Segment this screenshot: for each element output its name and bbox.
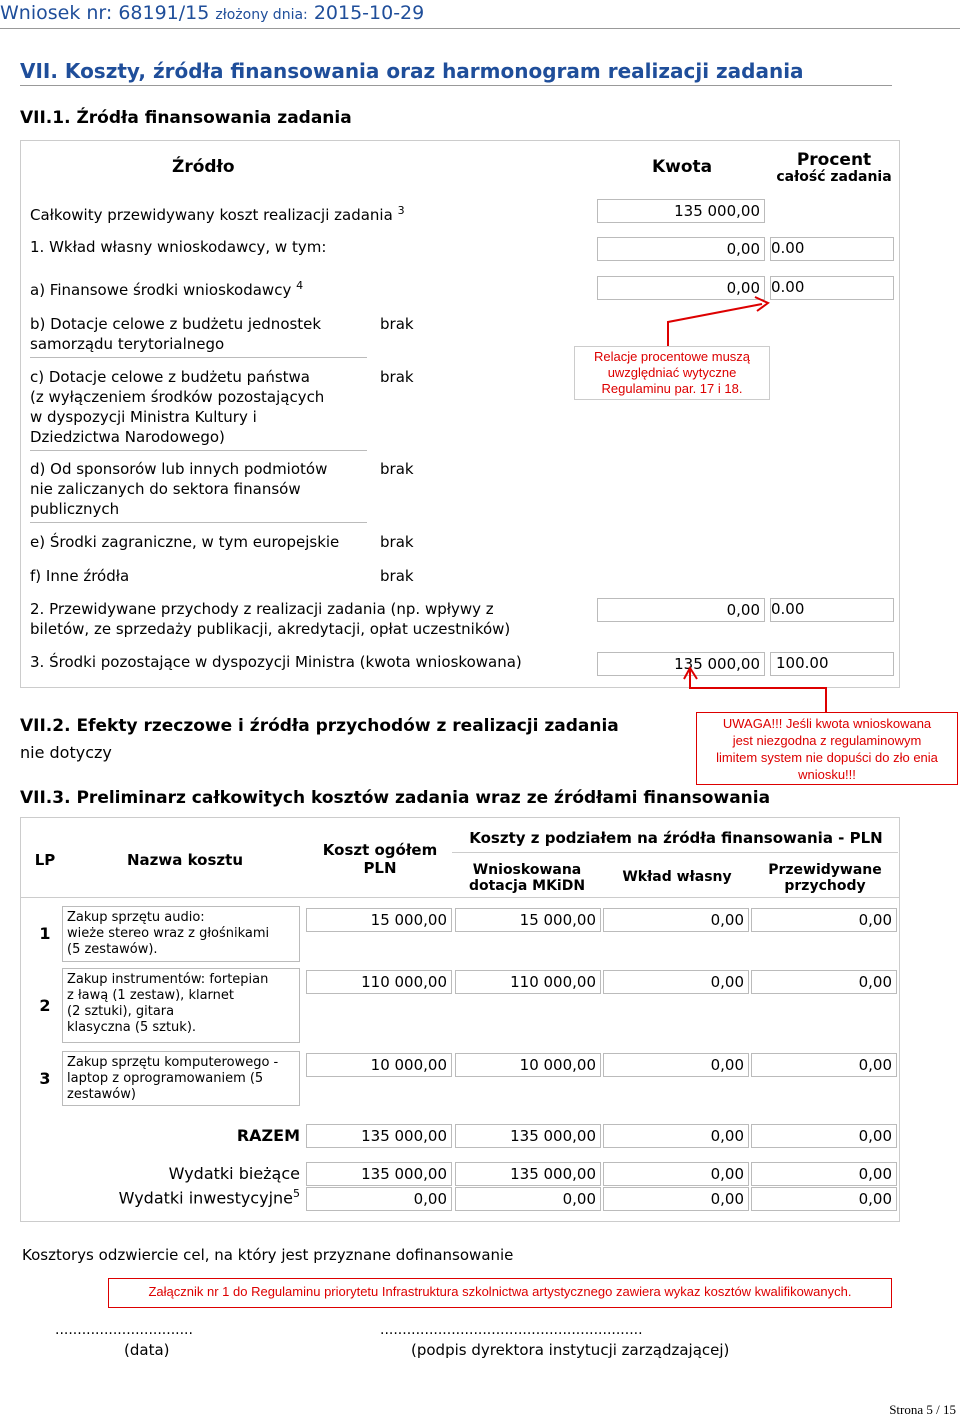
row-name-line: Zakup instrumentów: fortepian	[67, 972, 269, 987]
current-income: 0,00	[751, 1162, 897, 1186]
col-total: Koszt ogółem PLN	[322, 841, 438, 877]
row-lp: 1	[39, 924, 51, 943]
row-total[interactable]: 15 000,00	[306, 908, 452, 932]
row-grant[interactable]: 10 000,00	[455, 1053, 601, 1077]
budget-header-divider	[20, 897, 900, 898]
sum-income: 0,00	[751, 1124, 897, 1148]
col-own: Wkład własny	[622, 869, 732, 885]
own-funds-amount[interactable]: 0,00	[597, 276, 765, 300]
row-name-line: (2 sztuki), gitara	[67, 1004, 175, 1019]
state-grants-value: brak	[380, 368, 414, 386]
current-grant: 135 000,00	[455, 1162, 601, 1186]
local-grants-value: brak	[380, 315, 414, 333]
investment-grant: 0,00	[455, 1187, 601, 1211]
sponsors-value: brak	[380, 460, 414, 478]
own-contribution-amount[interactable]: 0,00	[597, 237, 765, 261]
row-name-line: laptop z oprogramowaniem (5	[67, 1071, 264, 1086]
row-income[interactable]: 0,00	[751, 970, 897, 994]
own-contribution-label: 1. Wkład własny wnioskodawcy, w tym:	[30, 238, 327, 256]
row-grant[interactable]: 15 000,00	[455, 908, 601, 932]
total-cost-field[interactable]: 135 000,00	[597, 199, 765, 223]
page-number: Strona 5 / 15	[889, 1402, 956, 1417]
col-percent-header: Procent	[796, 150, 872, 170]
col-percent-subheader: całość zadania	[776, 169, 892, 185]
date-caption: (data)	[124, 1341, 170, 1359]
col-source-header: Źródło	[172, 157, 235, 177]
arrow-line	[690, 670, 826, 712]
row-name-line: wieże stereo wraz z głośnikami	[67, 926, 270, 941]
ministry-funds-percent: 100.00	[776, 654, 829, 672]
col-lp: LP	[34, 851, 56, 869]
sponsors-label: d) Od sponsorów lub innych podmiotów nie zaliczanych do sektora finansów publicznych	[30, 460, 328, 518]
submitted-label: złożony dnia:	[215, 7, 308, 23]
current-expenses-label: Wydatki bieżące	[168, 1164, 300, 1183]
other-sources-value: brak	[380, 567, 414, 585]
row-total[interactable]: 110 000,00	[306, 970, 452, 994]
other-sources-label: f) Inne źródła	[30, 567, 130, 585]
attachment-note: Załącznik nr 1 do Regulaminu priorytetu Infrastruktura szkolnictwa artystycznego zawiera wykaz kosztów kwalifikowanych.	[108, 1278, 892, 1308]
investment-total: 0,00	[306, 1187, 452, 1211]
expected-income-label: 2. Przewidywane przychody z realizacji zadania (np. wpływy z biletów, ze sprzedaży publikacji, akredytacji, opłat uczestników)	[30, 600, 511, 638]
percent-note: Relacje procentowe muszą uwzględniać wytyczne Regulaminu par. 17 i 18.	[593, 349, 751, 396]
col-grant: Wnioskowana dotacja MKiDN	[468, 862, 586, 894]
row-income[interactable]: 0,00	[751, 1053, 897, 1077]
row-name-line: klasyczna (5 sztuk).	[67, 1020, 197, 1035]
current-own: 0,00	[603, 1162, 749, 1186]
investment-income: 0,00	[751, 1187, 897, 1211]
own-funds-percent: 0.00	[771, 278, 805, 296]
budget-title: VII.3. Preliminarz całkowitych kosztów zadania wraz ze źródłami finansowania	[20, 788, 771, 808]
row-name-line: Zakup sprzętu audio:	[67, 910, 205, 925]
investment-expenses-label: Wydatki inwestycyjne$^5$	[118, 1187, 300, 1208]
row-own[interactable]: 0,00	[603, 908, 749, 932]
row-name	[62, 1051, 300, 1106]
row-own[interactable]: 0,00	[603, 1053, 749, 1077]
cost-purpose-text: Kosztorys odzwiercie cel, na który jest przyznane dofinansowanie	[22, 1246, 514, 1264]
effects-title: VII.2. Efekty rzeczowe i źródła przychodów z realizacji zadania	[20, 716, 619, 736]
row-grant[interactable]: 110 000,00	[455, 970, 601, 994]
subsection-title: VII.1. Źródła finansowania zadania	[20, 108, 352, 128]
own-funds-label: a) Finansowe środki wnioskodawcy $^4$	[30, 279, 304, 299]
split-divider	[452, 852, 898, 853]
ministry-funds-amount[interactable]: 135 000,00	[597, 652, 765, 676]
row-name-line: (5 zestawów).	[67, 942, 158, 957]
foreign-funds-label: e) Środki zagraniczne, w tym europejskie	[30, 533, 340, 551]
application-number: Wniosek nr: 68191/15	[0, 2, 210, 24]
signature-caption: (podpis dyrektora instytucji zarządzającej)	[411, 1341, 730, 1359]
investment-own: 0,00	[603, 1187, 749, 1211]
foreign-funds-value: brak	[380, 533, 414, 551]
local-grants-label: b) Dotacje celowe z budżetu jednostek samorządu terytorialnego	[30, 315, 322, 353]
col-income: Przewidywane przychody	[768, 862, 882, 894]
row-lp: 2	[39, 995, 51, 1015]
ministry-funds-label: 3. Środki pozostające w dyspozycji Ministra (kwota wnioskowana)	[30, 653, 522, 671]
sum-grant: 135 000,00	[455, 1124, 601, 1148]
row-name-line: zestawów)	[67, 1087, 136, 1102]
col-amount-header: Kwota	[652, 157, 713, 177]
row-name	[62, 968, 300, 1043]
row-income[interactable]: 0,00	[751, 908, 897, 932]
col-split: Koszty z podziałem na źródła finansowania - PLN	[469, 829, 883, 847]
sum-total: 135 000,00	[306, 1124, 452, 1148]
percent-note-frame	[574, 346, 770, 400]
current-total: 135 000,00	[306, 1162, 452, 1186]
expected-income-amount[interactable]: 0,00	[597, 598, 765, 622]
sum-label: RAZEM	[236, 1126, 300, 1145]
arrow-line	[668, 304, 762, 347]
row-lp: 3	[39, 1068, 51, 1088]
state-grants-label: c) Dotacje celowe z budżetu państwa (z wyłączeniem środków pozostających w dyspozycji Ministra Kultury i Dziedzictwa Narodowego)	[30, 368, 325, 446]
section-title: VII. Koszty, źródła finansowania oraz harmonogram realizacji zadania	[20, 59, 804, 83]
submitted-date: 2015-10-29	[313, 2, 425, 24]
col-name: Nazwa kosztu	[127, 851, 243, 869]
expected-income-percent: 0.00	[771, 600, 805, 618]
limit-warning: UWAGA!!! Jeśli kwota wnioskowana jest niezgodna z regulaminowym limitem system nie dopuści do zło enia wniosku!!!	[696, 712, 958, 785]
effects-value: nie dotyczy	[20, 743, 112, 762]
signature-dots: ...........................................................	[380, 1322, 643, 1338]
row-name-line: Zakup sprzętu komputerowego -	[67, 1055, 279, 1070]
date-dots: ...............................	[55, 1322, 193, 1338]
total-cost-label: Całkowity przewidywany koszt realizacji zadania $^3$	[30, 204, 405, 224]
row-total[interactable]: 10 000,00	[306, 1053, 452, 1077]
row-own[interactable]: 0,00	[603, 970, 749, 994]
own-contribution-percent: 0.00	[771, 239, 805, 257]
sum-own: 0,00	[603, 1124, 749, 1148]
row-name	[62, 906, 300, 962]
row-name-line: z ławą (1 zestaw), klarnet	[67, 988, 235, 1003]
